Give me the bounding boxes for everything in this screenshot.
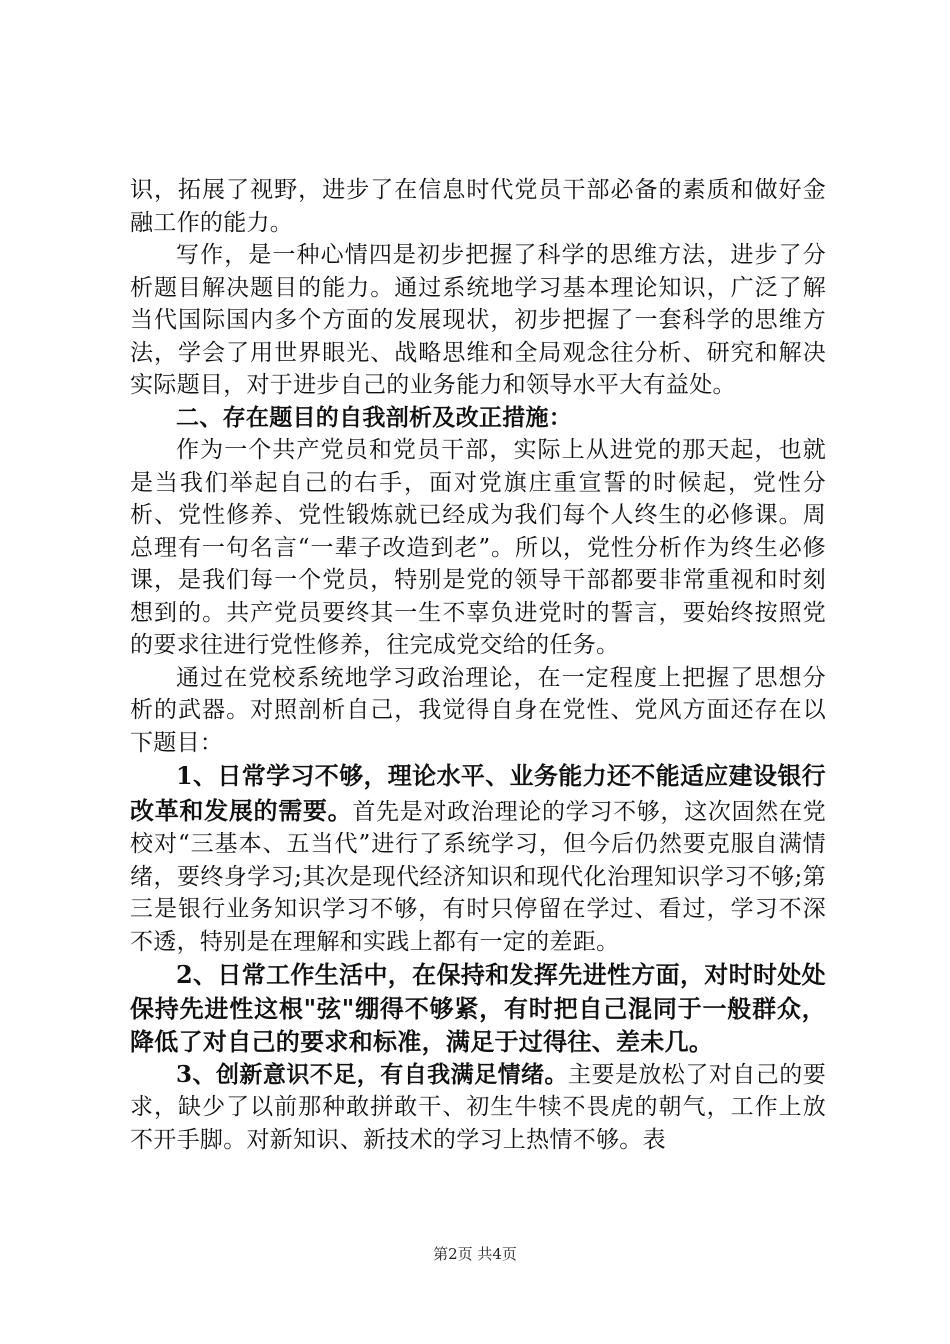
list-item-1-text: 首先是对政治理论的学习不够，这次固然在党校对“三基本、五当代”进行了系统学习，但今后仍然要克服自满情绪，要终身学习;其次是现代经济知识和现代化治理知识学习不够;第三是银行业务知识学习不够，有时只停留在学过、看过，学习不深不透，特别是在理解和实践上都有一定的差距。 xyxy=(130,798,827,955)
paragraph-party-member: 作为一个共产党员和党员干部，实际上从进党的那天起，也就是当我们举起自己的右手，面对党旗庄重宣誓的时候起，党性分析、党性修养、党性锻炼就已经成为我们每个人终生的必修课。周总理有一句名言“一辈子改造到老”。所以，党性分析作为终生必修课，是我们每一个党员，特别是党的领导干部都要非常重视和时刻想到的。共产党员要终其一生不辜负进党时的誓言，要始终按照党的要求往进行党性修养，往完成党交给的任务。 xyxy=(130,437,826,658)
section-heading-2: 二、存在题目的自我剖析及改正措施： xyxy=(176,403,573,431)
list-item-3 xyxy=(130,1059,826,1157)
list-item-3-text: 主要是放松了对自己的要求，缺少了以前那种敢拼敢干、初生牛犊不畏虎的朝气，工作上放不开手脚。对新知识、新技术的学习上热情不够。表 xyxy=(130,1061,826,1153)
page-number-footer: 第2页 共4页 xyxy=(433,1245,517,1263)
list-item-3-title: 3、创新意识不足，有自我满足情绪。 xyxy=(176,1060,568,1088)
paragraph-self-analysis: 通过在党校系统地学习政治理论，在一定程度上把握了思想分析的武器。对照剖析自己，我觉得自身在党性、党风方面还存在以下题目： xyxy=(130,664,826,756)
list-item-1-title: 1、日常学习不够，理论水平、业务能力还不能适应建设银行改革和发展的需要。 xyxy=(130,761,826,825)
paragraph-thinking-method: 写作，是一种心情四是初步把握了科学的思维方法，进步了分析题目解决题目的能力。通过系统地学习基本理论知识，广泛了解当代国际国内多个方面的发展现状，初步把握了一套科学的思维方法，学会了用世界眼光、战略思维和全局观念往分析、研究和解决实际题目，对于进步自己的业务能力和领导水平大有益处。 xyxy=(130,242,826,398)
list-item-2: 2、日常工作生活中，在保持和发挥先进性方面，对时时处处保持先进性这根"弦"绷得不够紧，有时把自己混同于一般群众，降低了对自己的要求和标准，满足于过得往、差未几。 xyxy=(130,960,826,1056)
document-body xyxy=(130,174,826,1156)
paragraph-continuation: 识，拓展了视野，进步了在信息时代党员干部必备的素质和做好金融工作的能力。 xyxy=(130,177,826,236)
list-item-1 xyxy=(130,759,826,958)
